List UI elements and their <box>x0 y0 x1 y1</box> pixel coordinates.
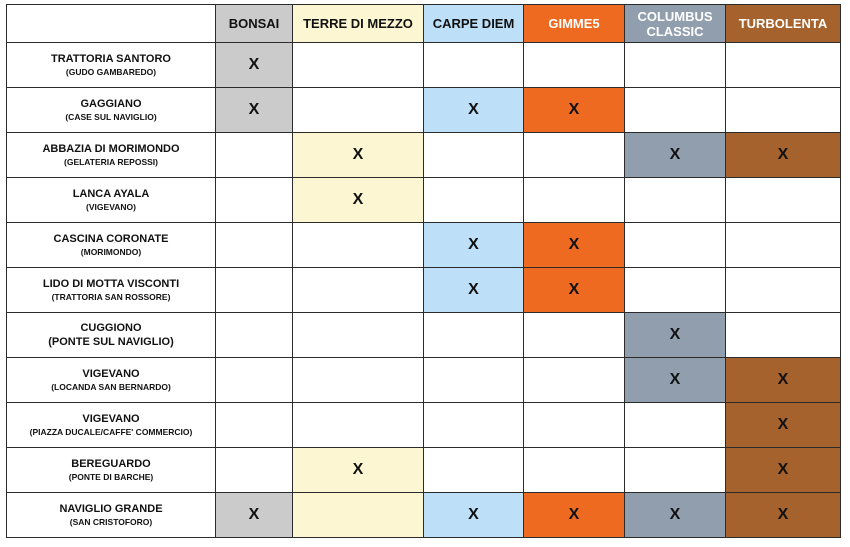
availability-mark: X <box>468 236 479 253</box>
location-subtitle: (PIAZZA DUCALE/CAFFE' COMMERCIO) <box>29 426 193 437</box>
cell-gimme5 <box>524 133 625 178</box>
availability-mark: X <box>248 101 260 118</box>
cell-bonsai <box>216 223 293 268</box>
cell-terre <box>293 313 424 358</box>
cell-columbus <box>625 223 726 268</box>
row-location-label <box>7 448 216 493</box>
cell-turbolenta <box>726 268 841 313</box>
cell-gimme5 <box>524 448 625 493</box>
cell-columbus <box>625 493 726 538</box>
location-name: BEREGUARDO <box>71 457 151 470</box>
column-header-label: CARPE DIEM <box>432 16 515 31</box>
row-location-label <box>7 403 216 448</box>
cell-bonsai <box>216 313 293 358</box>
cell-columbus <box>625 43 726 88</box>
row-location-label <box>7 43 216 88</box>
cell-gimme5 <box>524 178 625 223</box>
cell-terre <box>293 268 424 313</box>
location-subtitle: (PONTE SUL NAVIGLIO) <box>48 335 174 348</box>
cell-carpe <box>424 403 524 448</box>
cell-gimme5 <box>524 88 625 133</box>
table-row <box>7 313 841 358</box>
availability-mark: X <box>352 146 364 163</box>
cell-bonsai <box>216 133 293 178</box>
row-location-label <box>7 358 216 403</box>
cell-terre <box>293 43 424 88</box>
cell-gimme5 <box>524 358 625 403</box>
cell-carpe <box>424 178 524 223</box>
availability-mark: X <box>669 371 681 388</box>
cell-bonsai <box>216 43 293 88</box>
availability-mark: X <box>248 506 260 523</box>
row-location-label <box>7 223 216 268</box>
availability-mark: X <box>777 416 789 433</box>
cell-terre <box>293 88 424 133</box>
table-row <box>7 268 841 313</box>
column-header-label: TERRE DI MEZZO <box>303 16 413 31</box>
location-name: VIGEVANO <box>82 412 140 425</box>
location-subtitle: (VIGEVANO) <box>86 201 136 212</box>
header-row <box>7 5 841 43</box>
location-name: CASCINA CORONATE <box>53 232 169 245</box>
cell-carpe <box>424 268 524 313</box>
table-row <box>7 493 841 538</box>
cell-bonsai <box>216 178 293 223</box>
cell-carpe <box>424 358 524 403</box>
availability-mark: X <box>248 56 260 73</box>
column-header-label: CLASSIC <box>646 23 704 39</box>
column-header-gimme5 <box>524 5 625 43</box>
column-header-turbolenta <box>726 5 841 43</box>
cell-gimme5 <box>524 313 625 358</box>
availability-mark: X <box>568 236 580 253</box>
column-header-carpe <box>424 5 524 43</box>
cell-bonsai <box>216 448 293 493</box>
column-header-terre <box>293 5 424 43</box>
column-header-label: COLUMBUS <box>637 8 713 24</box>
availability-mark: X <box>777 461 789 478</box>
column-header-label: GIMME5 <box>548 16 600 31</box>
cell-turbolenta <box>726 178 841 223</box>
cell-terre <box>293 403 424 448</box>
cell-turbolenta <box>726 133 841 178</box>
location-name: VIGEVANO <box>82 367 140 380</box>
cell-turbolenta <box>726 403 841 448</box>
table-row <box>7 223 841 268</box>
location-subtitle: (TRATTORIA SAN ROSSORE) <box>51 291 171 302</box>
cell-columbus <box>625 403 726 448</box>
row-location-label <box>7 133 216 178</box>
cell-terre <box>293 493 424 538</box>
table-row <box>7 43 841 88</box>
location-name: TRATTORIA SANTORO <box>51 52 171 65</box>
location-name: NAVIGLIO GRANDE <box>59 502 163 515</box>
cell-carpe <box>424 88 524 133</box>
cell-turbolenta <box>726 313 841 358</box>
cell-terre <box>293 178 424 223</box>
availability-mark: X <box>669 506 681 523</box>
location-name: LANCA AYALA <box>72 187 150 200</box>
availability-table <box>6 4 841 538</box>
cell-columbus <box>625 133 726 178</box>
availability-mark: X <box>468 101 479 118</box>
cell-bonsai <box>216 493 293 538</box>
row-location-label <box>7 88 216 133</box>
cell-columbus <box>625 313 726 358</box>
availability-mark: X <box>568 101 580 118</box>
availability-table-container <box>6 4 841 538</box>
cell-gimme5 <box>524 268 625 313</box>
row-location-label <box>7 268 216 313</box>
row-location-label <box>7 178 216 223</box>
cell-gimme5 <box>524 223 625 268</box>
availability-mark: X <box>568 506 580 523</box>
location-name: ABBAZIA DI MORIMONDO <box>42 142 180 155</box>
table-row <box>7 448 841 493</box>
cell-carpe <box>424 43 524 88</box>
cell-carpe <box>424 313 524 358</box>
table-row <box>7 133 841 178</box>
cell-carpe <box>424 133 524 178</box>
cell-bonsai <box>216 268 293 313</box>
availability-mark: X <box>777 146 789 163</box>
location-name: LIDO DI MOTTA VISCONTI <box>42 277 180 290</box>
column-header-columbus <box>625 5 726 43</box>
cell-terre <box>293 223 424 268</box>
availability-mark: X <box>352 191 364 208</box>
cell-columbus <box>625 448 726 493</box>
availability-mark: X <box>777 506 789 523</box>
cell-columbus <box>625 88 726 133</box>
table-row <box>7 358 841 403</box>
cell-turbolenta <box>726 358 841 403</box>
location-subtitle: (PONTE DI BARCHE) <box>68 471 154 482</box>
availability-mark: X <box>777 371 789 388</box>
table-row <box>7 403 841 448</box>
location-name: GAGGIANO <box>80 97 142 110</box>
availability-mark: X <box>669 326 681 343</box>
row-location-label <box>7 493 216 538</box>
column-header-label: TURBOLENTA <box>738 16 828 31</box>
cell-bonsai <box>216 358 293 403</box>
availability-mark: X <box>669 146 681 163</box>
cell-gimme5 <box>524 43 625 88</box>
location-subtitle: (LOCANDA SAN BERNARDO) <box>51 381 171 392</box>
cell-carpe <box>424 448 524 493</box>
availability-mark: X <box>468 281 479 298</box>
location-subtitle: (GELATERIA REPOSSI) <box>64 156 158 167</box>
location-subtitle: (GUDO GAMBAREDO) <box>65 66 157 77</box>
cell-columbus <box>625 178 726 223</box>
cell-bonsai <box>216 403 293 448</box>
column-header-bonsai <box>216 5 293 43</box>
cell-columbus <box>625 358 726 403</box>
cell-bonsai <box>216 88 293 133</box>
location-subtitle: (SAN CRISTOFORO) <box>69 516 153 527</box>
cell-gimme5 <box>524 493 625 538</box>
cell-turbolenta <box>726 88 841 133</box>
location-subtitle: (CASE SUL NAVIGLIO) <box>65 111 157 122</box>
cell-turbolenta <box>726 43 841 88</box>
cell-turbolenta <box>726 223 841 268</box>
availability-mark: X <box>352 461 364 478</box>
cell-columbus <box>625 268 726 313</box>
availability-mark: X <box>468 506 479 523</box>
cell-turbolenta <box>726 493 841 538</box>
cell-carpe <box>424 223 524 268</box>
cell-terre <box>293 448 424 493</box>
cell-terre <box>293 133 424 178</box>
availability-mark: X <box>568 281 580 298</box>
column-header-label: BONSAI <box>228 16 280 31</box>
table-row <box>7 178 841 223</box>
location-subtitle: (MORIMONDO) <box>80 246 142 257</box>
table-row <box>7 88 841 133</box>
location-name: CUGGIONO <box>80 321 142 334</box>
cell-carpe <box>424 493 524 538</box>
cell-terre <box>293 358 424 403</box>
table-body <box>7 43 841 538</box>
cell-gimme5 <box>524 403 625 448</box>
header-empty-corner <box>7 5 216 43</box>
cell-turbolenta <box>726 448 841 493</box>
row-location-label <box>7 313 216 358</box>
